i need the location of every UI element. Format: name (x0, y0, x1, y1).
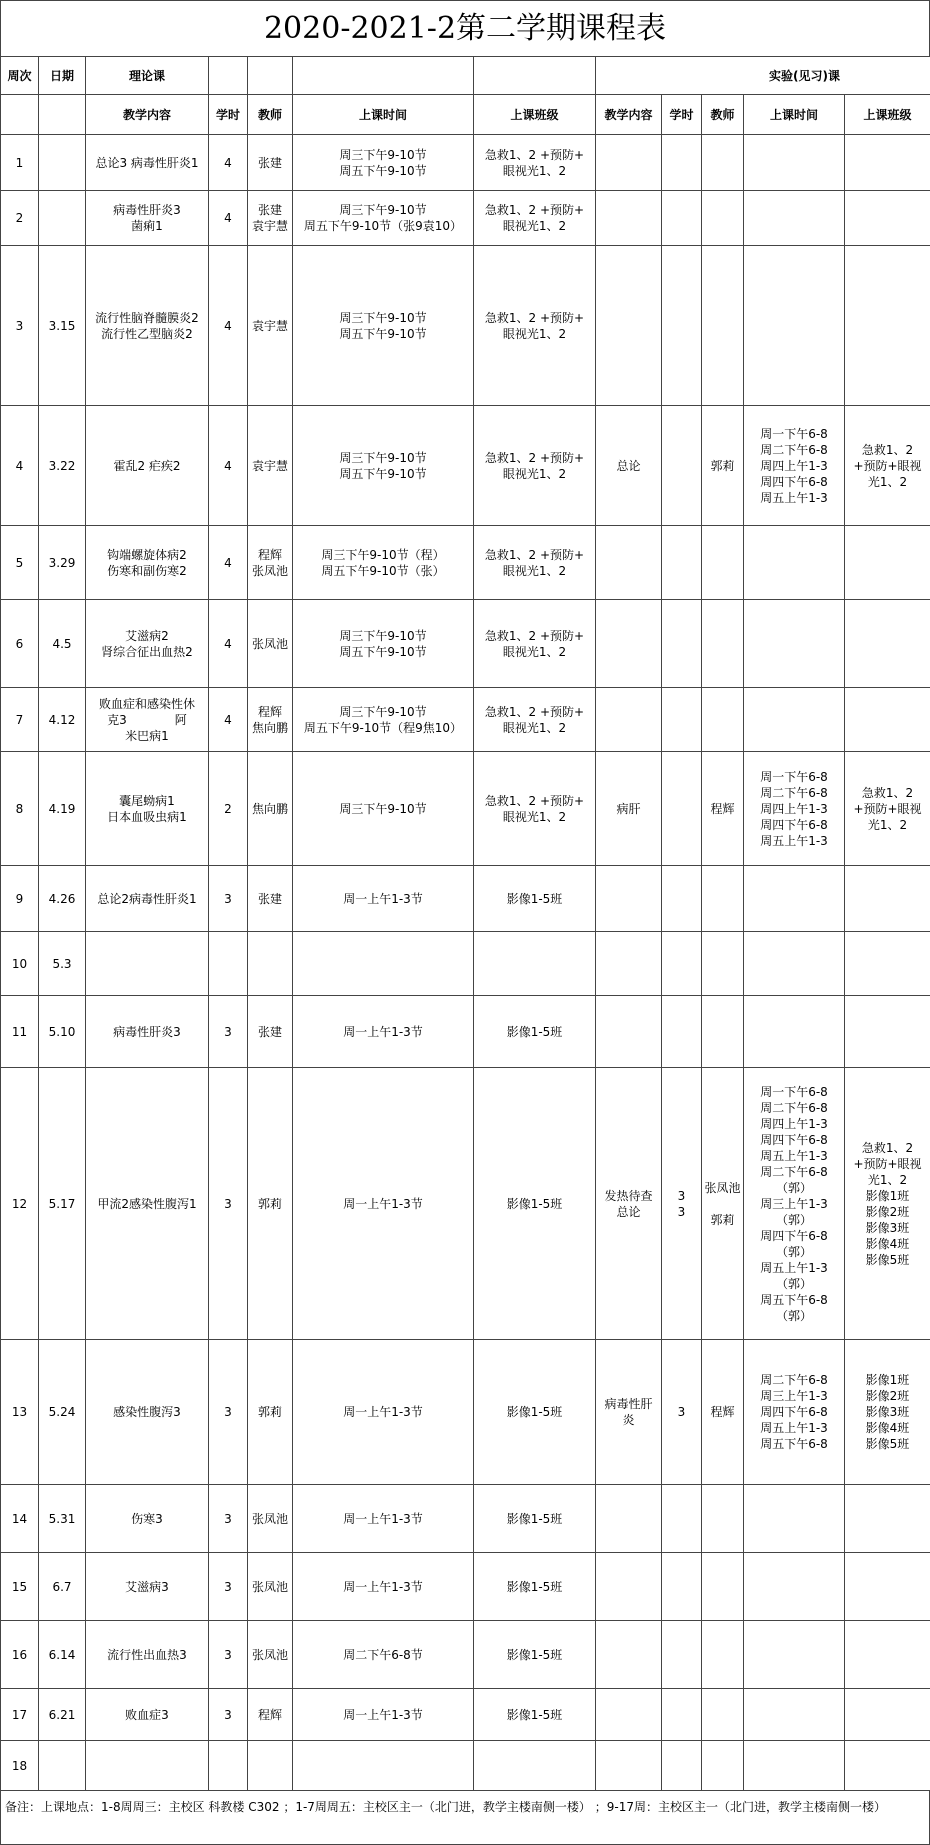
exp-time-cell (744, 1689, 845, 1741)
theory-hours-header: 学时 (209, 95, 248, 135)
theory-class-cell: 影像1-5班 (474, 1553, 596, 1621)
exp-teacher-cell: 程辉 (702, 752, 744, 866)
exp-hours-cell (662, 246, 702, 406)
exp-teacher-cell (702, 1621, 744, 1689)
exp-hours-cell: 3 3 (662, 1068, 702, 1340)
table-row (1, 1621, 930, 1689)
exp-content-cell (596, 1621, 662, 1689)
table-row (1, 1553, 930, 1621)
theory-teacher-cell: 焦向鹏 (248, 752, 293, 866)
exp-hours-cell (662, 1485, 702, 1553)
week-cell: 7 (1, 688, 39, 752)
theory-class-cell: 影像1-5班 (474, 866, 596, 932)
date-cell: 4.5 (39, 600, 86, 688)
table-row (1, 406, 930, 526)
table-row (1, 1689, 930, 1741)
exp-class-cell (845, 135, 930, 191)
exp-teacher-cell (702, 1689, 744, 1741)
date-cell: 3.22 (39, 406, 86, 526)
theory-time-cell: 周三下午9-10节 周五下午9-10节（张9袁10） (293, 191, 474, 246)
theory-time-cell: 周一上午1-3节 (293, 996, 474, 1068)
exp-teacher-cell (702, 1741, 744, 1791)
exp-content-cell (596, 866, 662, 932)
exp-hours-cell (662, 866, 702, 932)
theory-content-cell: 甲流2感染性腹泻1 (86, 1068, 209, 1340)
theory-hours-cell: 4 (209, 600, 248, 688)
week-cell: 15 (1, 1553, 39, 1621)
theory-content-cell: 病毒性肝炎3 (86, 996, 209, 1068)
exp-time-cell (744, 246, 845, 406)
week-cell: 1 (1, 135, 39, 191)
week-cell: 6 (1, 600, 39, 688)
date-cell (39, 1741, 86, 1791)
theory-class-cell: 影像1-5班 (474, 996, 596, 1068)
exp-hours-cell (662, 752, 702, 866)
exp-teacher-cell (702, 526, 744, 600)
theory-class-cell: 影像1-5班 (474, 1340, 596, 1485)
date-cell: 4.19 (39, 752, 86, 866)
date-cell: 5.17 (39, 1068, 86, 1340)
theory-class-cell: 影像1-5班 (474, 1068, 596, 1340)
date-cell: 4.26 (39, 866, 86, 932)
theory-content-cell (86, 1741, 209, 1791)
exp-class-cell (845, 191, 930, 246)
exp-time-header: 上课时间 (744, 95, 845, 135)
theory-content-cell: 败血症和感染性休 克3 阿 米巴病1 (86, 688, 209, 752)
exp-teacher-cell (702, 688, 744, 752)
exp-teacher-header: 教师 (702, 95, 744, 135)
theory-time-cell: 周一上午1-3节 (293, 1340, 474, 1485)
theory-class-cell (474, 1741, 596, 1791)
theory-teacher-cell: 张凤池 (248, 1553, 293, 1621)
exp-time-cell (744, 688, 845, 752)
theory-time-cell: 周一上午1-3节 (293, 1553, 474, 1621)
exp-content-cell (596, 996, 662, 1068)
theory-time-cell: 周一上午1-3节 (293, 1068, 474, 1340)
theory-hours-cell (209, 932, 248, 996)
exp-hours-cell (662, 1553, 702, 1621)
week-cell: 9 (1, 866, 39, 932)
theory-hours-cell: 3 (209, 866, 248, 932)
blank-header (293, 57, 474, 95)
exp-content-cell: 病肝 (596, 752, 662, 866)
theory-content-cell: 艾滋病3 (86, 1553, 209, 1621)
theory-hours-cell: 3 (209, 1340, 248, 1485)
date-cell: 6.7 (39, 1553, 86, 1621)
theory-content-cell: 流行性出血热3 (86, 1621, 209, 1689)
table-row (1, 600, 930, 688)
exp-content-cell: 发热待查 总论 (596, 1068, 662, 1340)
exp-class-cell (845, 688, 930, 752)
date-header: 日期 (39, 57, 86, 95)
exp-content-cell: 病毒性肝 炎 (596, 1340, 662, 1485)
week-cell: 12 (1, 1068, 39, 1340)
exp-content-cell (596, 1741, 662, 1791)
exp-teacher-cell: 张凤池 郭莉 (702, 1068, 744, 1340)
exp-class-cell (845, 526, 930, 600)
week-cell: 2 (1, 191, 39, 246)
theory-content-cell: 霍乱2 疟疾2 (86, 406, 209, 526)
theory-time-cell (293, 932, 474, 996)
theory-class-cell: 急救1、2 +预防+ 眼视光1、2 (474, 600, 596, 688)
date-cell: 4.12 (39, 688, 86, 752)
theory-hours-cell: 3 (209, 1553, 248, 1621)
page-title: 2020-2021-2第二学期课程表 (0, 0, 930, 56)
exp-hours-cell (662, 135, 702, 191)
exp-hours-cell (662, 996, 702, 1068)
exp-class-cell (845, 866, 930, 932)
exp-time-cell (744, 1621, 845, 1689)
table-row (1, 866, 930, 932)
exp-hours-cell (662, 688, 702, 752)
table-row (1, 688, 930, 752)
theory-teacher-cell: 张建 (248, 135, 293, 191)
exp-class-cell (845, 996, 930, 1068)
table-row (1, 996, 930, 1068)
header-row-sub (1, 95, 930, 135)
theory-teacher-cell: 袁宇慧 (248, 406, 293, 526)
week-cell: 3 (1, 246, 39, 406)
theory-hours-cell: 4 (209, 406, 248, 526)
theory-teacher-cell: 张建 (248, 866, 293, 932)
exp-hours-cell (662, 1689, 702, 1741)
theory-class-cell: 急救1、2 +预防+ 眼视光1、2 (474, 688, 596, 752)
theory-content-cell: 病毒性肝炎3 菌痢1 (86, 191, 209, 246)
table-row (1, 1340, 930, 1485)
theory-content-cell: 总论2病毒性肝炎1 (86, 866, 209, 932)
exp-time-cell (744, 1553, 845, 1621)
exp-time-cell (744, 600, 845, 688)
date-cell: 3.15 (39, 246, 86, 406)
theory-class-cell: 急救1、2 +预防+ 眼视光1、2 (474, 526, 596, 600)
exp-teacher-cell (702, 1553, 744, 1621)
exp-time-cell (744, 866, 845, 932)
theory-time-cell: 周一上午1-3节 (293, 1485, 474, 1553)
theory-class-cell: 急救1、2 +预防+ 眼视光1、2 (474, 406, 596, 526)
exp-hours-cell (662, 526, 702, 600)
theory-teacher-cell: 郭莉 (248, 1068, 293, 1340)
theory-content-cell: 总论3 病毒性肝炎1 (86, 135, 209, 191)
theory-content-cell: 流行性脑脊髓膜炎2 流行性乙型脑炎2 (86, 246, 209, 406)
exp-content-cell (596, 191, 662, 246)
theory-class-cell: 影像1-5班 (474, 1689, 596, 1741)
theory-content-cell: 败血症3 (86, 1689, 209, 1741)
week-header: 周次 (1, 57, 39, 95)
exp-teacher-cell (702, 135, 744, 191)
date-cell: 5.31 (39, 1485, 86, 1553)
theory-hours-cell: 3 (209, 1485, 248, 1553)
exp-time-cell (744, 191, 845, 246)
theory-time-cell: 周三下午9-10节 (293, 752, 474, 866)
theory-teacher-cell (248, 932, 293, 996)
theory-teacher-cell: 张凤池 (248, 1621, 293, 1689)
theory-time-cell: 周三下午9-10节 周五下午9-10节 (293, 600, 474, 688)
exp-time-cell (744, 932, 845, 996)
week-cell: 13 (1, 1340, 39, 1485)
exp-class-cell (845, 932, 930, 996)
week-cell: 16 (1, 1621, 39, 1689)
theory-time-cell: 周一上午1-3节 (293, 866, 474, 932)
theory-content-cell: 钩端螺旋体病2 伤寒和副伤寒2 (86, 526, 209, 600)
date-cell: 3.29 (39, 526, 86, 600)
theory-class-cell: 急救1、2 +预防+ 眼视光1、2 (474, 135, 596, 191)
exp-hours-header: 学时 (662, 95, 702, 135)
theory-hours-cell: 3 (209, 1068, 248, 1340)
exp-teacher-cell (702, 191, 744, 246)
blank-header (1, 95, 39, 135)
exp-teacher-cell: 郭莉 (702, 406, 744, 526)
exp-time-cell: 周一下午6-8 周二下午6-8 周四上午1-3 周四下午6-8 周五上午1-3 (744, 752, 845, 866)
theory-class-cell: 急救1、2 +预防+ 眼视光1、2 (474, 246, 596, 406)
exp-class-cell: 急救1、2 +预防+眼视 光1、2 影像1班 影像2班 影像3班 影像4班 影像5班 (845, 1068, 930, 1340)
theory-hours-cell: 3 (209, 996, 248, 1068)
date-cell: 5.10 (39, 996, 86, 1068)
table-row (1, 752, 930, 866)
exp-content-cell (596, 600, 662, 688)
exp-teacher-cell (702, 600, 744, 688)
theory-teacher-header: 教师 (248, 95, 293, 135)
exp-content-header: 教学内容 (596, 95, 662, 135)
date-cell: 6.14 (39, 1621, 86, 1689)
exp-hours-cell: 3 (662, 1340, 702, 1485)
exp-class-cell (845, 600, 930, 688)
exp-time-cell (744, 135, 845, 191)
blank-header (474, 57, 596, 95)
week-cell: 10 (1, 932, 39, 996)
exp-content-cell (596, 1553, 662, 1621)
exp-hours-cell (662, 600, 702, 688)
week-cell: 4 (1, 406, 39, 526)
schedule-table (0, 56, 930, 1791)
theory-time-cell: 周三下午9-10节 周五下午9-10节 (293, 406, 474, 526)
blank-header (39, 95, 86, 135)
theory-content-cell: 感染性腹泻3 (86, 1340, 209, 1485)
exp-hours-cell (662, 1621, 702, 1689)
table-row (1, 1485, 930, 1553)
theory-class-cell (474, 932, 596, 996)
table-row (1, 526, 930, 600)
exp-time-cell (744, 526, 845, 600)
date-cell: 5.24 (39, 1340, 86, 1485)
exp-content-cell (596, 246, 662, 406)
theory-class-cell: 急救1、2 +预防+ 眼视光1、2 (474, 752, 596, 866)
exp-content-cell (596, 932, 662, 996)
theory-class-header: 上课班级 (474, 95, 596, 135)
header-row-top (1, 57, 930, 95)
week-cell: 11 (1, 996, 39, 1068)
theory-time-cell (293, 1741, 474, 1791)
exp-teacher-cell (702, 866, 744, 932)
theory-teacher-cell: 袁宇慧 (248, 246, 293, 406)
exp-class-cell (845, 1689, 930, 1741)
exp-time-cell (744, 1741, 845, 1791)
exp-hours-cell (662, 932, 702, 996)
experiment-header: 实验(见习)课 (596, 57, 930, 95)
theory-header: 理论课 (86, 57, 209, 95)
blank-header (209, 57, 248, 95)
theory-hours-cell: 4 (209, 246, 248, 406)
table-row (1, 1068, 930, 1340)
week-cell: 17 (1, 1689, 39, 1741)
exp-hours-cell (662, 406, 702, 526)
theory-hours-cell: 4 (209, 688, 248, 752)
theory-time-cell: 周一上午1-3节 (293, 1689, 474, 1741)
theory-time-cell: 周三下午9-10节（程） 周五下午9-10节（张） (293, 526, 474, 600)
exp-class-cell: 影像1班 影像2班 影像3班 影像4班 影像5班 (845, 1340, 930, 1485)
theory-teacher-cell: 张凤池 (248, 1485, 293, 1553)
exp-class-cell (845, 246, 930, 406)
theory-teacher-cell: 张凤池 (248, 600, 293, 688)
footer-note: 备注：上课地点：1-8周周三：主校区 科教楼 C302 ；1-7周周五：主校区主一（北门进，教学主楼南侧一楼） ；9-17周：主校区主一（北门进，教学主楼南侧一楼） (0, 1791, 930, 1845)
theory-content-cell (86, 932, 209, 996)
exp-time-cell: 周一下午6-8 周二下午6-8 周四上午1-3 周四下午6-8 周五上午1-3 (744, 406, 845, 526)
theory-time-cell: 周三下午9-10节 周五下午9-10节 (293, 135, 474, 191)
exp-hours-cell (662, 1741, 702, 1791)
theory-teacher-cell: 程辉 焦向鹏 (248, 688, 293, 752)
week-cell: 18 (1, 1741, 39, 1791)
exp-teacher-cell: 程辉 (702, 1340, 744, 1485)
table-row (1, 135, 930, 191)
date-cell: 5.3 (39, 932, 86, 996)
theory-teacher-cell: 张建 袁宇慧 (248, 191, 293, 246)
theory-hours-cell: 4 (209, 135, 248, 191)
theory-time-header: 上课时间 (293, 95, 474, 135)
theory-time-cell: 周二下午6-8节 (293, 1621, 474, 1689)
theory-teacher-cell: 程辉 张凤池 (248, 526, 293, 600)
theory-content-cell: 艾滋病2 肾综合征出血热2 (86, 600, 209, 688)
exp-teacher-cell (702, 246, 744, 406)
exp-class-cell (845, 1485, 930, 1553)
table-row (1, 246, 930, 406)
exp-teacher-cell (702, 996, 744, 1068)
blank-header (248, 57, 293, 95)
exp-time-cell (744, 1485, 845, 1553)
theory-content-header: 教学内容 (86, 95, 209, 135)
exp-hours-cell (662, 191, 702, 246)
exp-teacher-cell (702, 1485, 744, 1553)
week-cell: 8 (1, 752, 39, 866)
exp-content-cell (596, 526, 662, 600)
theory-teacher-cell: 郭莉 (248, 1340, 293, 1485)
theory-hours-cell (209, 1741, 248, 1791)
theory-content-cell: 伤寒3 (86, 1485, 209, 1553)
week-cell: 14 (1, 1485, 39, 1553)
exp-class-cell: 急救1、2 +预防+眼视 光1、2 (845, 406, 930, 526)
exp-class-cell: 急救1、2 +预防+眼视 光1、2 (845, 752, 930, 866)
theory-class-cell: 影像1-5班 (474, 1621, 596, 1689)
theory-teacher-cell: 程辉 (248, 1689, 293, 1741)
week-cell: 5 (1, 526, 39, 600)
exp-class-cell (845, 1741, 930, 1791)
table-row (1, 932, 930, 996)
table-row (1, 191, 930, 246)
theory-time-cell: 周三下午9-10节 周五下午9-10节 (293, 246, 474, 406)
date-cell (39, 191, 86, 246)
theory-hours-cell: 4 (209, 191, 248, 246)
date-cell (39, 135, 86, 191)
theory-hours-cell: 2 (209, 752, 248, 866)
exp-content-cell (596, 1485, 662, 1553)
exp-time-cell (744, 996, 845, 1068)
theory-class-cell: 影像1-5班 (474, 1485, 596, 1553)
theory-time-cell: 周三下午9-10节 周五下午9-10节（程9焦10） (293, 688, 474, 752)
exp-content-cell (596, 688, 662, 752)
table-row (1, 1741, 930, 1791)
exp-content-cell (596, 1689, 662, 1741)
theory-hours-cell: 3 (209, 1689, 248, 1741)
exp-content-cell (596, 135, 662, 191)
exp-class-header: 上课班级 (845, 95, 930, 135)
exp-time-cell: 周二下午6-8 周三上午1-3 周四下午6-8 周五上午1-3 周五下午6-8 (744, 1340, 845, 1485)
date-cell: 6.21 (39, 1689, 86, 1741)
exp-content-cell: 总论 (596, 406, 662, 526)
exp-time-cell: 周一下午6-8 周二下午6-8 周四上午1-3 周四下午6-8 周五上午1-3 周二下午6-8 （郭） 周三上午1-3 （郭） 周四下午6-8 （郭） 周五上午1-3 （郭） 周五下午6-8 （郭） (744, 1068, 845, 1340)
exp-class-cell (845, 1621, 930, 1689)
theory-teacher-cell: 张建 (248, 996, 293, 1068)
theory-hours-cell: 3 (209, 1621, 248, 1689)
theory-content-cell: 囊尾蚴病1 日本血吸虫病1 (86, 752, 209, 866)
theory-hours-cell: 4 (209, 526, 248, 600)
exp-class-cell (845, 1553, 930, 1621)
theory-teacher-cell (248, 1741, 293, 1791)
exp-teacher-cell (702, 932, 744, 996)
theory-class-cell: 急救1、2 +预防+ 眼视光1、2 (474, 191, 596, 246)
